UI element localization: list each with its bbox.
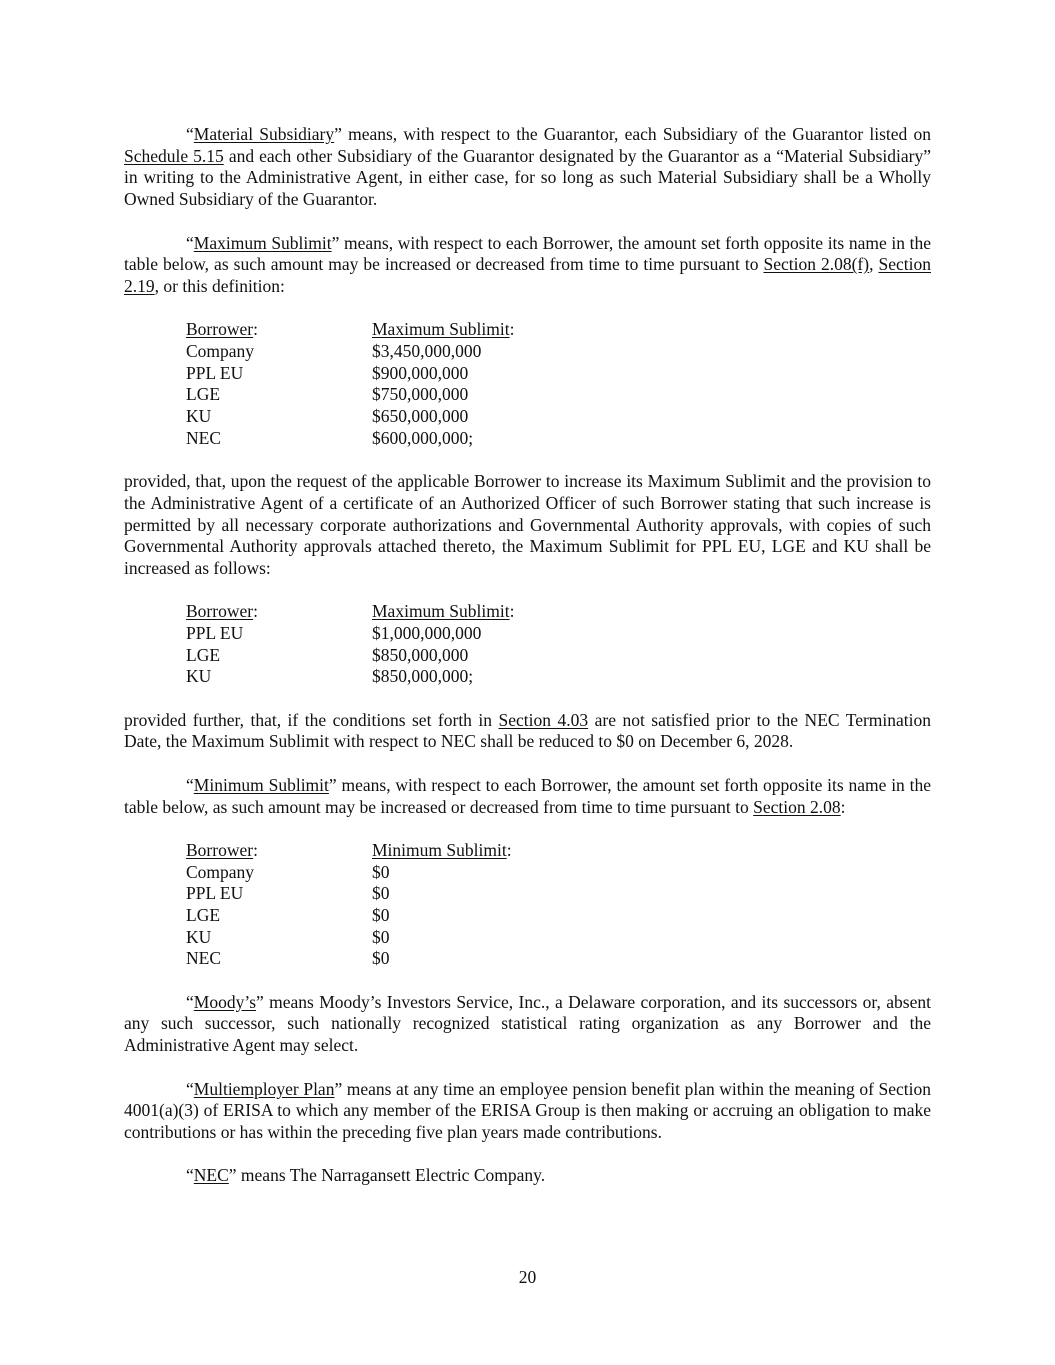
definition-text: ” means, with respect to each Borrower, the amount set forth opposite its name in the table below, as such amount may be increased or decreased from time to time pursuant to [124,774,931,817]
amount-cell: $850,000,000; [372,666,474,687]
definition-text: and each other Subsidiary of the Guarantor designated by the Guarantor as a “Material Subsidiary” in writing to the Administrative Agent, in either case, for so long as such Material Subsidiary shall be a Wholly Owned Subsidiary of the Guarantor. [124,145,931,210]
open-quote: “ [186,124,194,144]
colon: : [253,319,258,340]
borrower-cell: PPL EU [186,362,244,383]
colon: : [509,601,515,622]
definition-moodys [124,992,931,1057]
definition-nec [124,1165,931,1187]
increased-sublimit-table [186,601,931,688]
proviso-nec [124,710,931,753]
borrower-cell: Company [186,340,255,361]
definition-text: ” means at any time an employee pension benefit plan within the meaning of Section 4001(a)(3) of ERISA to which any member of the ERISA Group is then making or accruing an obligation to make contributions or has within the preceding five plan years made contributions. [124,1078,931,1142]
table-header [186,601,931,623]
amount-cell: $850,000,000 [372,644,469,665]
amount-cell: $0 [372,926,390,947]
proviso-increase: provided, that, upon the request of the applicable Borrower to increase its Maximum Sublimit and the provision to the Administrative Agent of a certificate of an Authorized Officer of such Borrower stating that such increase is permitted by all necessary corporate authorizations and Governmental Authority approvals, with copies of such Governmental Authority approvals attached thereto, the Maximum Sublimit for PPL EU, LGE and KU shall be increased as follows: [124,471,931,578]
definition-multiemployer-plan [124,1079,931,1144]
borrower-cell: NEC [186,427,221,448]
cross-reference: Section 4.03 [498,709,589,730]
amount-cell: $650,000,000 [372,406,469,427]
amount-cell: $1,000,000,000 [372,623,482,643]
amount-cell: $3,450,000,000 [372,340,482,361]
definition-text: ” means, with respect to each Borrower, the amount set forth opposite its name in the table below, as such amount may be increased or decreased from time to time pursuant to [124,232,931,275]
defined-term: Maximum Sublimit [193,232,332,253]
definition-maximum-sublimit [124,233,931,298]
amount-cell: $0 [372,861,390,882]
table-row [186,883,931,905]
open-quote: “ [186,232,194,253]
borrower-cell: KU [186,406,212,427]
table-row [186,666,931,688]
open-quote: “ [186,991,194,1012]
table-row [186,623,931,645]
cross-reference: Schedule 5.15 [124,145,224,166]
table-header [186,319,931,341]
borrower-cell: KU [186,926,212,947]
table-row [186,363,931,385]
header-borrower-label: Borrower [186,839,254,860]
header-borrower [186,319,372,341]
definition-text: : [840,796,846,817]
colon: : [506,839,512,860]
borrower-cell: PPL EU [186,623,244,643]
defined-term: Moody’s [193,991,257,1012]
header-borrower-label: Borrower [186,319,254,340]
open-quote: “ [186,1165,194,1186]
table-row [186,905,931,927]
colon: : [509,319,515,340]
definition-text: ” means The Narragansett Electric Company. [228,1165,546,1186]
header-borrower-label: Borrower [186,601,254,622]
amount-cell: $0 [372,883,390,904]
document-page [124,124,931,1187]
table-row [186,645,931,667]
definition-material-subsidiary [124,124,931,211]
header-sublimit-label: Maximum Sublimit [372,601,510,622]
proviso-text: are not satisfied prior to the NEC Termination Date, the Maximum Sublimit with respect to NEC shall be reduced to $0 on December 6, 2028. [124,709,932,752]
borrower-cell: LGE [186,384,221,405]
defined-term: Material Subsidiary [193,124,335,144]
cross-reference: Section 2.08(f) [763,254,870,275]
borrower-cell: LGE [186,905,221,925]
table-row [186,862,931,884]
borrower-cell: Company [186,861,255,882]
open-quote: “ [186,774,194,795]
cross-reference: Section 2.19 [124,254,931,296]
header-sublimit-label: Maximum Sublimit [372,319,510,340]
table-row [186,948,931,970]
definition-text: ” means, with respect to the Guarantor, each Subsidiary of the Guarantor listed on [334,124,931,144]
amount-cell: $0 [372,948,390,969]
table-row [186,927,931,949]
definition-text: , or this definition: [154,275,285,296]
cross-reference: Section 2.08 [753,796,841,817]
defined-term: Multiemployer Plan [193,1078,335,1099]
amount-cell: $750,000,000 [372,384,469,405]
table-header [186,840,931,862]
amount-cell: $600,000,000; [372,427,474,448]
header-sublimit [372,601,514,623]
open-quote: “ [186,1078,194,1099]
proviso-text: provided further, that, if the conditions set forth in [124,709,499,730]
amount-cell: $900,000,000 [372,362,469,383]
header-sublimit [372,319,514,341]
table-row [186,406,931,428]
definition-text: ” means Moody’s Investors Service, Inc., a Delaware corporation, and its successors or, absent any such successor, such nationally recognized statistical rating organization as any Borrower and the Administrative Agent may select. [124,991,931,1056]
table-row [186,341,931,363]
minimum-sublimit-table [186,840,931,970]
maximum-sublimit-table [186,319,931,449]
defined-term: NEC [193,1165,229,1186]
table-row [186,428,931,450]
defined-term: Minimum Sublimit [193,774,329,795]
colon: : [253,839,258,860]
definition-minimum-sublimit [124,775,931,818]
table-row [186,384,931,406]
header-sublimit [372,840,512,862]
borrower-cell: LGE [186,644,221,665]
borrower-cell: PPL EU [186,883,244,904]
separator: , [869,254,879,275]
borrower-cell: NEC [186,948,221,969]
header-borrower [186,601,372,623]
page-number: 20 [518,1267,537,1287]
colon: : [253,601,258,622]
amount-cell: $0 [372,905,390,925]
borrower-cell: KU [186,666,212,687]
header-borrower [186,840,372,862]
header-sublimit-label: Minimum Sublimit [372,839,507,860]
